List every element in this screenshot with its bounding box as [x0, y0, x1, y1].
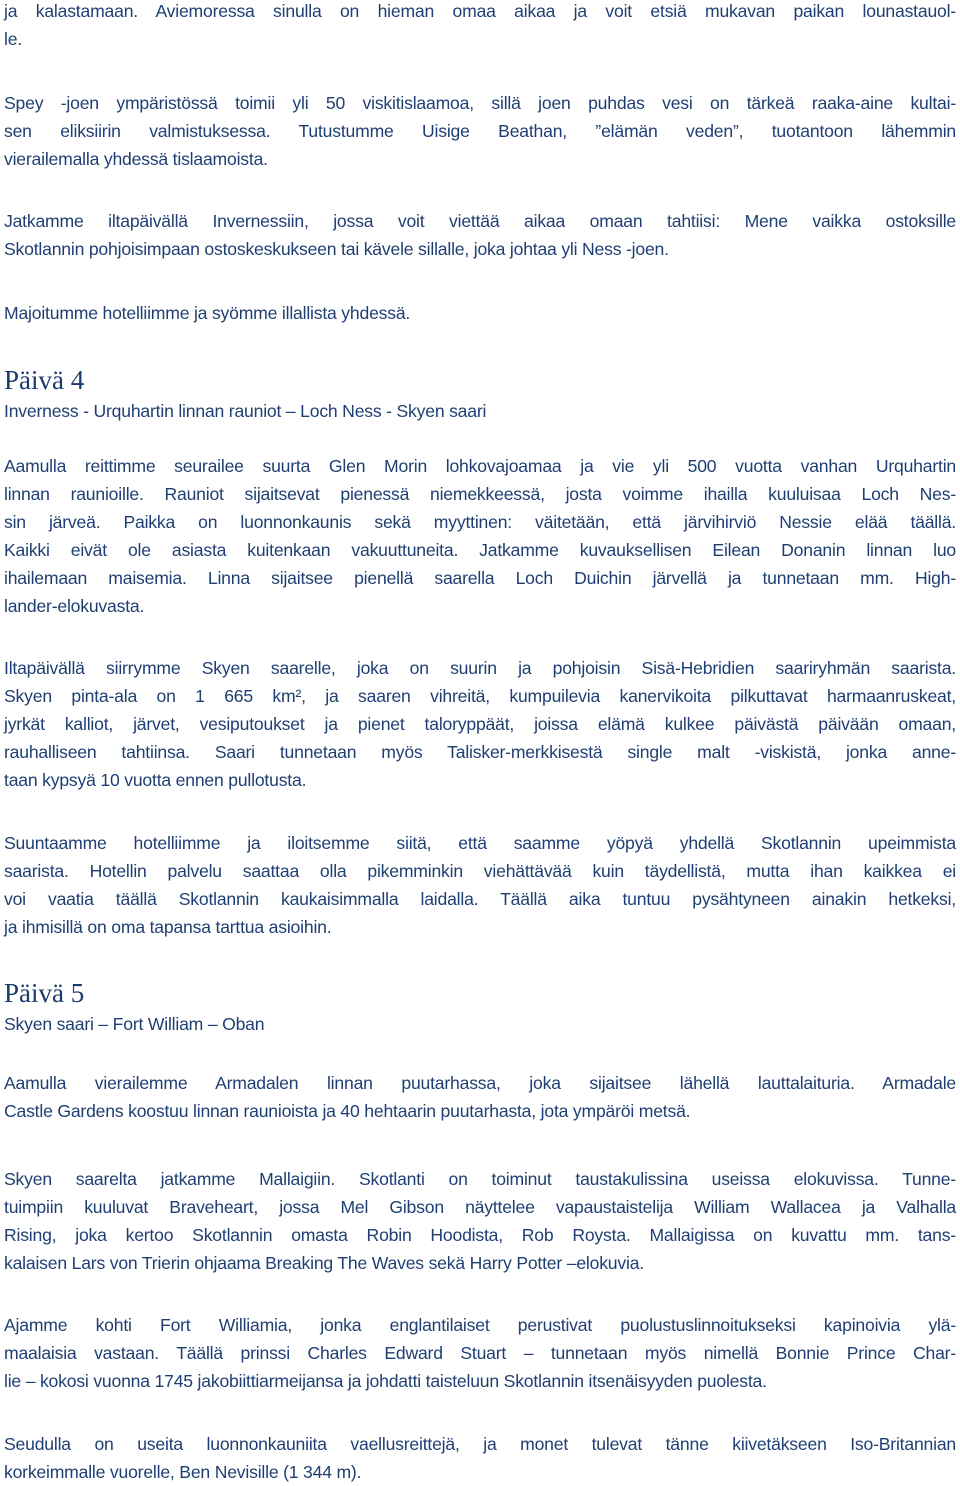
text-line: Rising, joka kertoo Skotlannin omasta Robin Hoodista, Rob Roysta. Mallaigissa on kuvattu mm. tans- [4, 1225, 956, 1245]
text-line: ja kalastamaan. Aviemoressa sinulla on hieman omaa aikaa ja voit etsiä mukavan paikan lounastauol- [4, 1, 956, 21]
day4-route: Inverness - Urquhartin linnan rauniot – Loch Ness - Skyen saari [4, 401, 487, 421]
day5-paragraph-2 [4, 1165, 956, 1277]
text-line: Jatkamme iltapäivällä Invernessiin, jossa voit viettää aikaa omaan tahtiisi: Mene vaikka ostoksille [4, 211, 956, 231]
text-line: Skyen pinta-ala on 1 665 km², ja saaren vihreitä, kumpuilevia kanervikoita pilkuttavat harmaanruskeat, [4, 686, 956, 706]
text-line: Seudulla on useita luonnonkauniita vaellusreittejä, ja monet tulevat tänne kiivetäkseen Iso-Britannian [4, 1434, 956, 1454]
text-line: Castle Gardens koostuu linnan raunioista ja 40 hehtaarin puutarhasta, jota ympäröi metsä. [4, 1101, 691, 1121]
day5-paragraph-4 [4, 1430, 956, 1486]
text-line: ihailemaan maisemia. Linna sijaitsee pienellä saarella Loch Duichin järvellä ja tunnetaan mm. High- [4, 568, 956, 588]
text-line: le. [4, 29, 22, 49]
text-line: ja ihmisillä on oma tapansa tarttua asioihin. [4, 917, 332, 937]
text-line: korkeimmalle vuorelle, Ben Nevisille (1 344 m). [4, 1462, 362, 1482]
text-line: lander-elokuvasta. [4, 596, 145, 616]
text-line: lie – kokosi vuonna 1745 jakobiittiarmeijansa ja johdatti taisteluun Skotlannin itsenäisyyden puolesta. [4, 1371, 767, 1391]
text-line: Aamulla vierailemme Armadalen linnan puutarhassa, joka sijaitsee lähellä lauttalaituria. Armadale [4, 1073, 956, 1093]
text-line: jyrkät kalliot, järvet, vesiputoukset ja pienet taloryppäät, joissa elämä kulkee päivästä päivään omaan, [4, 714, 956, 734]
text-line: Majoitumme hotelliimme ja syömme illallista yhdessä. [4, 303, 411, 323]
text-line: saarista. Hotellin palvelu saattaa olla pikemminkin viehättävää kuin täydellistä, mutta ihan kaikkea ei [4, 861, 956, 881]
text-line: Kaikki eivät ole asiasta kuitenkaan vakuuttuneita. Jatkamme kuvauksellisen Eilean Donanin linnan luo [4, 540, 956, 560]
text-line: sin järveä. Paikka on luonnonkaunis sekä myyttinen: väitetään, että järvihirviö Nessie elää täällä. [4, 512, 956, 532]
text-line: Iltapäivällä siirrymme Skyen saarelle, joka on suurin ja pohjoisin Sisä-Hebridien saariryhmän saarista. [4, 658, 956, 678]
text-line: Spey -joen ympäristössä toimii yli 50 viskitislaamoa, sillä joen puhdas vesi on tärkeä raaka-aine kultai- [4, 93, 956, 113]
day4-paragraph-1 [4, 452, 956, 620]
text-line: rauhalliseen tahtiinsa. Saari tunnetaan myös Talisker-merkkisestä single malt -viskistä, jonka anne- [4, 742, 956, 762]
text-line: kalaisen Lars von Trierin ohjaama Breaking The Waves sekä Harry Potter –elokuvia. [4, 1253, 644, 1273]
day4-paragraph-3 [4, 829, 956, 941]
day5-paragraph-3 [4, 1311, 956, 1395]
intro-paragraph [4, 0, 956, 53]
text-line: sen eliksiirin valmistuksessa. Tutustumme Uisige Beathan, ”elämän veden”, tuotantoon lähemmin [4, 121, 956, 141]
text-line: vierailemalla yhdessä tislaamoista. [4, 149, 268, 169]
text-line: maalaisia vastaan. Täällä prinssi Charles Edward Stuart – tunnetaan myös nimellä Bonnie Prince Char- [4, 1343, 956, 1363]
speyside-paragraph [4, 89, 956, 173]
text-line: linnan raunioille. Rauniot sijaitsevat pienessä niemekkeessä, josta voimme ihailla kuuluisaa Loch Nes- [4, 484, 956, 504]
text-line: tuimpiin kuuluvat Braveheart, jossa Mel Gibson näyttelee vapaustaistelija William Wallacea ja Valhalla [4, 1197, 956, 1217]
text-line: taan kypsyä 10 vuotta ennen pullotusta. [4, 770, 307, 790]
day5-route: Skyen saari – Fort William – Oban [4, 1014, 265, 1034]
text-line: Skotlannin pohjoisimpaan ostoskeskukseen tai kävele sillalle, joka johtaa yli Ness -joen. [4, 239, 669, 259]
day5-paragraph-1 [4, 1069, 956, 1125]
text-line: voi vaatia täällä Skotlannin kaukaisimmalla laidalla. Täällä aika tuntuu pysähtyneen ainakin hetkeksi, [4, 889, 956, 909]
day4-heading: Päivä 4 [4, 365, 85, 395]
text-line: Aamulla reittimme seurailee suurta Glen Morin lohkovajoamaa ja vie yli 500 vuotta vanhan Urquhartin [4, 456, 956, 476]
text-line: Ajamme kohti Fort Williamia, jonka englantilaiset perustivat puolustuslinnoitukseksi kapinoivia ylä- [4, 1315, 956, 1335]
day4-paragraph-2 [4, 654, 956, 794]
day5-heading: Päivä 5 [4, 978, 85, 1008]
text-line: Suuntaamme hotelliimme ja iloitsemme siitä, että saamme yöpyä yhdellä Skotlannin upeimmista [4, 833, 956, 853]
hotel-paragraph [4, 299, 956, 327]
text-line: Skyen saarelta jatkamme Mallaigiin. Skotlanti on toiminut taustakulissina useissa elokuvissa. Tunne- [4, 1169, 956, 1189]
inverness-paragraph [4, 207, 956, 263]
